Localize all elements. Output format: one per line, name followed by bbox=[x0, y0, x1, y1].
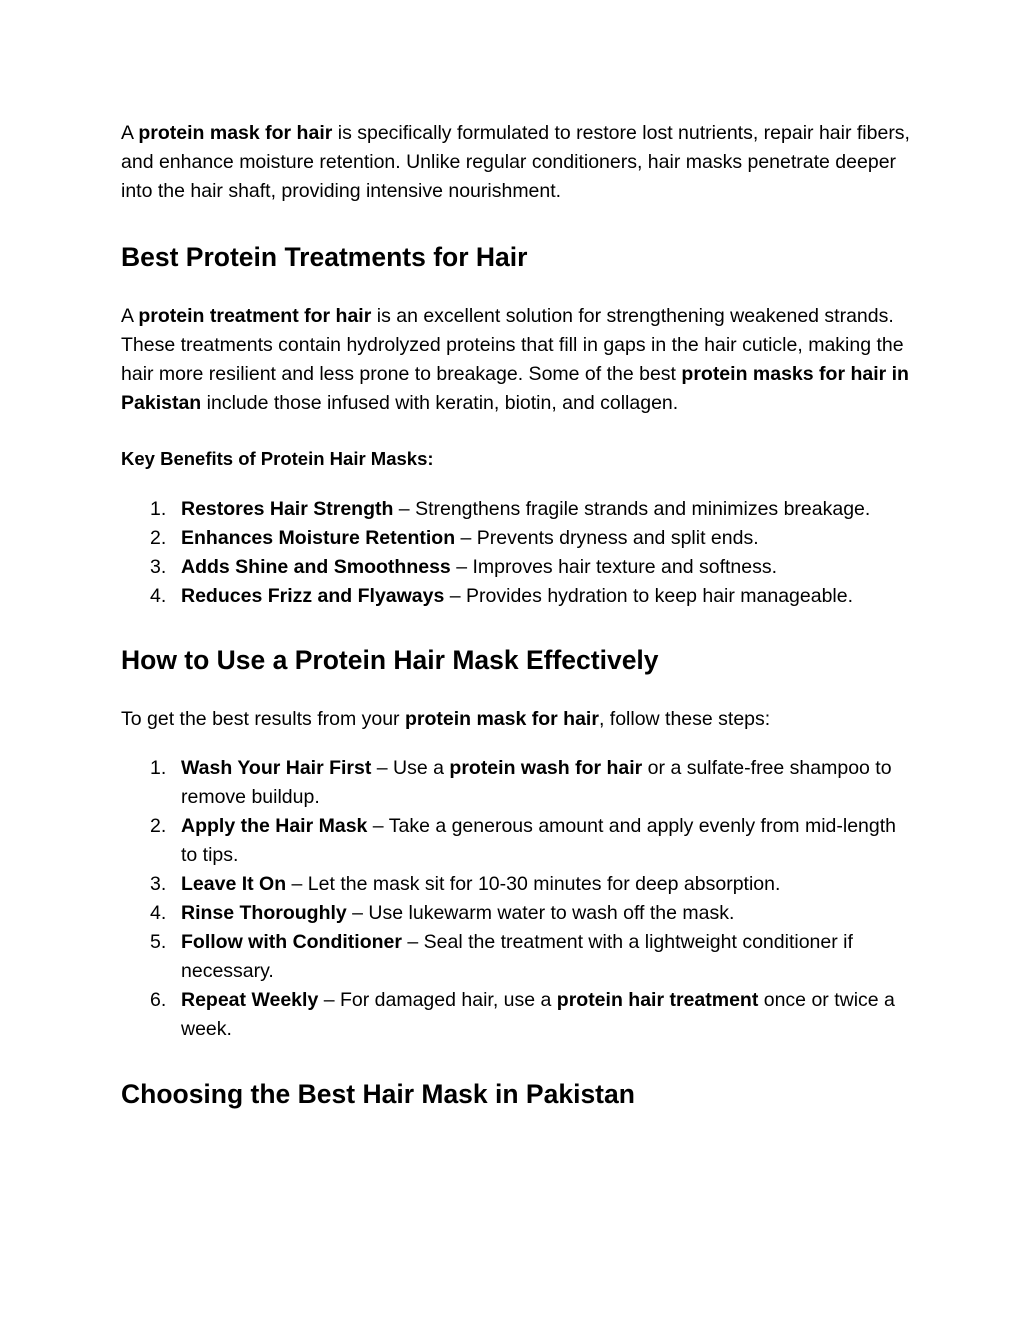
list-item-title: Adds Shine and Smoothness bbox=[181, 556, 451, 578]
heading-choosing-best-mask: Choosing the Best Hair Mask in Pakistan bbox=[121, 1079, 635, 1109]
heading-key-benefits: Key Benefits of Protein Hair Masks: bbox=[121, 448, 434, 469]
list-number: 2. bbox=[150, 815, 167, 837]
heading-how-to-use: How to Use a Protein Hair Mask Effectively bbox=[121, 645, 659, 675]
treatment-bold-1: protein treatment for hair bbox=[138, 305, 372, 327]
list-number: 3. bbox=[150, 873, 167, 895]
list-number: 1. bbox=[150, 757, 167, 779]
list-item bbox=[121, 870, 911, 899]
list-item bbox=[121, 553, 911, 582]
list-item-title: Leave It On bbox=[181, 873, 287, 895]
list-item-text: or a sulfate-free shampoo to remove buildup. bbox=[181, 757, 892, 808]
list-item-title: Apply the Hair Mask bbox=[181, 815, 368, 837]
list-item bbox=[121, 495, 911, 524]
treatment-text-2: is an excellent solution for strengthening weakened strands. These treatments contain hydrolyzed proteins that fill in gaps in the hair cuticle, making the hair more resilient and less prone to breakage. Some of the best bbox=[121, 305, 904, 385]
list-item-text: – Use lukewarm water to wash off the mask. bbox=[346, 902, 735, 924]
list-item-title: Reduces Frizz and Flyaways bbox=[181, 585, 445, 607]
treatment-text-3: include those infused with keratin, biotin, and collagen. bbox=[201, 392, 679, 414]
list-item bbox=[121, 812, 911, 870]
list-item-text: – Prevents dryness and split ends. bbox=[455, 527, 759, 549]
list-number: 3. bbox=[150, 556, 167, 578]
treatment-text-1: A bbox=[121, 305, 139, 327]
steps-intro-bold: protein mask for hair bbox=[404, 708, 599, 730]
treatment-bold-2: protein masks for hair in Pakistan bbox=[121, 363, 909, 414]
list-item-title: Follow with Conditioner bbox=[181, 931, 402, 953]
steps-intro-text-1: To get the best results from your bbox=[121, 708, 405, 730]
list-item-bold-keyword: protein hair treatment bbox=[556, 989, 759, 1011]
list-number: 6. bbox=[150, 989, 167, 1011]
list-item bbox=[121, 582, 911, 611]
steps-intro-text-2: , follow these steps: bbox=[598, 708, 771, 730]
list-item-text: – Use a bbox=[371, 757, 450, 779]
list-item bbox=[121, 928, 911, 986]
list-item bbox=[121, 754, 911, 812]
heading-best-protein-treatments: Best Protein Treatments for Hair bbox=[121, 242, 528, 272]
list-item-text: once or twice a week. bbox=[181, 989, 895, 1040]
intro-paragraph bbox=[121, 119, 911, 206]
intro-text-2: is specifically formulated to restore lost nutrients, repair hair fibers, and enhance moisture retention. Unlike regular conditioners, hair masks penetrate deeper into the hair shaft, providing intensive nourishment. bbox=[121, 122, 910, 202]
list-number: 4. bbox=[150, 902, 167, 924]
list-item-text: – Strengthens fragile strands and minimizes breakage. bbox=[393, 498, 871, 520]
list-item bbox=[121, 986, 911, 1044]
list-item-title: Rinse Thoroughly bbox=[181, 902, 347, 924]
list-number: 5. bbox=[150, 931, 167, 953]
list-item-text: – Take a generous amount and apply evenly from mid-length to tips. bbox=[181, 815, 897, 866]
steps-intro-paragraph bbox=[121, 705, 911, 734]
list-item-text: – Improves hair texture and softness. bbox=[450, 556, 778, 578]
steps-list bbox=[121, 754, 911, 1044]
list-item bbox=[121, 524, 911, 553]
list-number: 2. bbox=[150, 527, 167, 549]
list-item-text: – For damaged hair, use a bbox=[318, 989, 557, 1011]
list-item-title: Wash Your Hair First bbox=[181, 757, 372, 779]
list-item-bold-keyword: protein wash for hair bbox=[449, 757, 643, 779]
treatment-paragraph bbox=[121, 302, 911, 418]
list-item-text: – Seal the treatment with a lightweight conditioner if necessary. bbox=[181, 931, 853, 982]
document-page bbox=[121, 117, 911, 1111]
list-item-text: – Let the mask sit for 10-30 minutes for deep absorption. bbox=[286, 873, 781, 895]
list-item bbox=[121, 899, 911, 928]
intro-bold-keyword: protein mask for hair bbox=[138, 122, 333, 144]
list-number: 1. bbox=[150, 498, 167, 520]
list-number: 4. bbox=[150, 585, 167, 607]
list-item-title: Enhances Moisture Retention bbox=[181, 527, 456, 549]
benefits-list bbox=[121, 495, 911, 611]
intro-text-1: A bbox=[121, 122, 139, 144]
list-item-title: Repeat Weekly bbox=[181, 989, 319, 1011]
list-item-text: – Provides hydration to keep hair manageable. bbox=[444, 585, 854, 607]
list-item-title: Restores Hair Strength bbox=[181, 498, 394, 520]
